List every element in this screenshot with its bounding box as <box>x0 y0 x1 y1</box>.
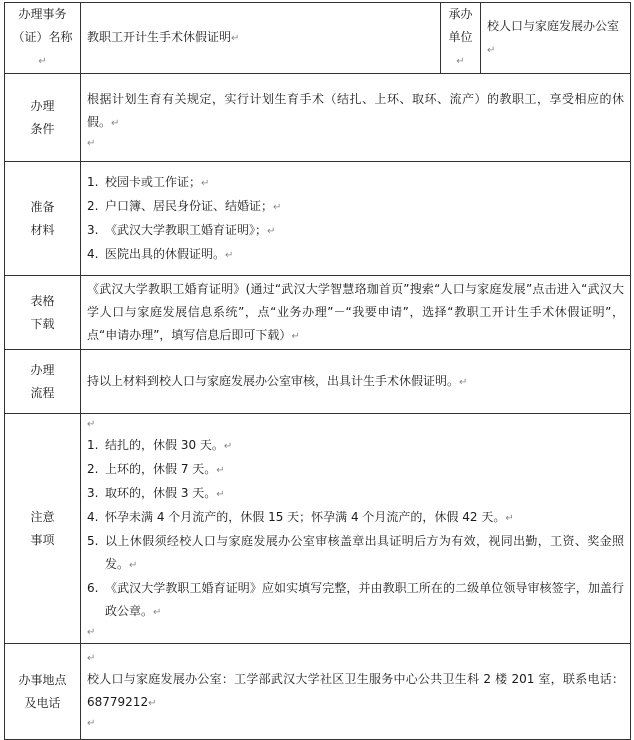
label-line: 办理 <box>30 362 55 377</box>
notes-label <box>5 414 81 644</box>
item-name-value <box>81 3 441 74</box>
list-text: 取环的，休假 3 天。 <box>105 485 217 500</box>
conditions-row <box>5 74 631 162</box>
notes-list <box>87 434 624 624</box>
paragraph-mark-icon: ↵ <box>153 606 162 618</box>
list-item <box>87 458 624 482</box>
list-item <box>87 577 624 624</box>
list-text: 《武汉大学教职工婚育证明》； <box>105 222 268 237</box>
paragraph-mark-icon: ↵ <box>38 56 47 67</box>
label-line: 准备 <box>30 199 55 214</box>
paragraph-mark-icon: ↵ <box>459 376 468 388</box>
label-line: 条件 <box>30 121 55 136</box>
list-number: 5. <box>87 533 99 548</box>
paragraph-mark-icon: ↵ <box>223 440 233 452</box>
paragraph-mark-icon: ↵ <box>216 488 225 500</box>
list-number: 1. <box>87 174 99 189</box>
label-line: 事项 <box>30 532 55 547</box>
list-item <box>87 195 624 219</box>
list-text: 以上休假须经校人口与家庭发展办公室审核盖章出具证明后方为有效，视同出勤，工资、奖金照发。 <box>105 533 624 571</box>
paragraph-mark-icon: ↵ <box>291 330 300 342</box>
paragraph-mark-icon: ↵ <box>225 249 234 261</box>
paragraph-mark-icon: ↵ <box>87 138 96 149</box>
list-number: 3. <box>87 485 99 500</box>
paragraph-mark-icon: ↵ <box>487 44 496 56</box>
paragraph-mark-icon: ↵ <box>505 512 514 524</box>
label-line: 及电话 <box>24 695 61 710</box>
item-name-label <box>5 3 81 74</box>
form-download-row <box>5 276 631 350</box>
list-item <box>87 506 624 530</box>
paragraph-mark-icon: ↵ <box>231 33 240 44</box>
list-number: 2. <box>87 461 99 476</box>
label-line: 流程 <box>30 385 55 400</box>
label-text: 单位 <box>448 30 473 44</box>
label-line: 下载 <box>30 316 55 331</box>
materials-label <box>5 162 81 276</box>
conditions-label <box>5 74 81 162</box>
paragraph-mark-icon: ↵ <box>87 718 96 729</box>
paragraph-mark-icon: ↵ <box>111 118 120 129</box>
list-text: 户口簿、居民身份证、结婚证； <box>105 198 274 213</box>
conditions-para <box>87 82 624 135</box>
label-line: 表格 <box>30 293 55 308</box>
unit-value <box>481 3 631 74</box>
list-item <box>87 243 624 267</box>
paragraph-mark-icon: ↵ <box>456 56 465 67</box>
process-text: 持以上材料到校人口与家庭发展办公室审核，出具计生手术休假证明。 <box>87 373 460 388</box>
procedure-table <box>4 2 631 740</box>
list-number: 4. <box>87 509 99 524</box>
list-number: 6. <box>87 580 99 595</box>
unit-label <box>441 3 481 74</box>
list-item <box>87 482 624 506</box>
list-number: 2. <box>87 198 99 213</box>
paragraph-mark-icon: ↵ <box>148 698 157 709</box>
header-row <box>5 3 631 74</box>
materials-list <box>87 171 624 267</box>
list-text: 怀孕未满 4 个月流产的，休假 15 天；怀孕满 4 个月流产的，休假 42 天。 <box>105 509 506 524</box>
label-line: 办理事务 <box>18 7 67 21</box>
process-label <box>5 350 81 414</box>
paragraph-mark-icon: ↵ <box>129 559 138 571</box>
location-label <box>5 644 81 740</box>
label-line: 承办 <box>448 7 473 21</box>
form-download-value <box>81 276 631 350</box>
materials-value <box>81 162 631 276</box>
location-value <box>81 644 631 740</box>
list-text: 校园卡或工作证； <box>105 174 202 189</box>
list-number: 3. <box>87 222 99 237</box>
paragraph-mark-icon: ↵ <box>216 464 225 476</box>
label-line: 材料 <box>30 222 55 237</box>
label-line: 注意 <box>30 509 55 524</box>
process-row <box>5 350 631 414</box>
paragraph-mark-icon: ↵ <box>87 653 96 664</box>
item-name-text: 教职工开计生手术休假证明 <box>87 30 232 44</box>
form-download-text: 《武汉大学教职工婚育证明》(通过“武汉大学智慧珞珈首页”搜索“人口与家庭发展”点击进入“武汉大学人口与家庭发展信息系统”，点“业务办理”－“我要申请”，选择“教职工开计生手术休假证明”，点“申请办理”，填写信息后即可下载） <box>87 281 624 342</box>
list-item <box>87 530 624 577</box>
conditions-text: 根据计划生育有关规定，实行计划生育手术（结扎、上环、取环、流产）的教职工，享受相应的休假。 <box>87 92 624 129</box>
list-text: 结扎的，休假 30 天。 <box>105 437 224 452</box>
list-text: 《武汉大学教职工婚育证明》应如实填写完整，并由教职工所在的二级单位领导审核签字，加盖行政公章。 <box>105 580 624 618</box>
list-item <box>87 219 624 243</box>
list-text: 上环的，休假 7 天。 <box>105 461 217 476</box>
process-value <box>81 350 631 414</box>
list-item <box>87 171 624 195</box>
unit-name-text: 校人口与家庭发展办公室 <box>487 18 620 33</box>
list-number: 1. <box>87 437 99 452</box>
list-text: 医院出具的休假证明。 <box>105 246 226 261</box>
notes-row <box>5 414 631 644</box>
paragraph-mark-icon: ↵ <box>201 177 210 189</box>
label-line: 办理 <box>30 98 55 113</box>
materials-row <box>5 162 631 276</box>
conditions-value <box>81 74 631 162</box>
notes-value <box>81 414 631 644</box>
paragraph-mark-icon: ↵ <box>87 626 96 638</box>
list-item <box>87 434 624 458</box>
location-row <box>5 644 631 740</box>
paragraph-mark-icon: ↵ <box>267 225 276 237</box>
paragraph-mark-icon: ↵ <box>273 201 282 213</box>
form-download-label <box>5 276 81 350</box>
list-number: 4. <box>87 246 99 261</box>
label-line <box>11 26 74 73</box>
label-line: 办事地点 <box>18 672 67 687</box>
label-line <box>447 26 474 73</box>
label-text: （证）名称 <box>12 30 73 44</box>
paragraph-mark-icon: ↵ <box>87 418 96 430</box>
location-para <box>87 668 624 715</box>
location-text: 校人口与家庭发展办公室：工学部武汉大学社区卫生服务中心公共卫生科 2 楼 201 室，联系电话：68779212 <box>87 672 624 709</box>
